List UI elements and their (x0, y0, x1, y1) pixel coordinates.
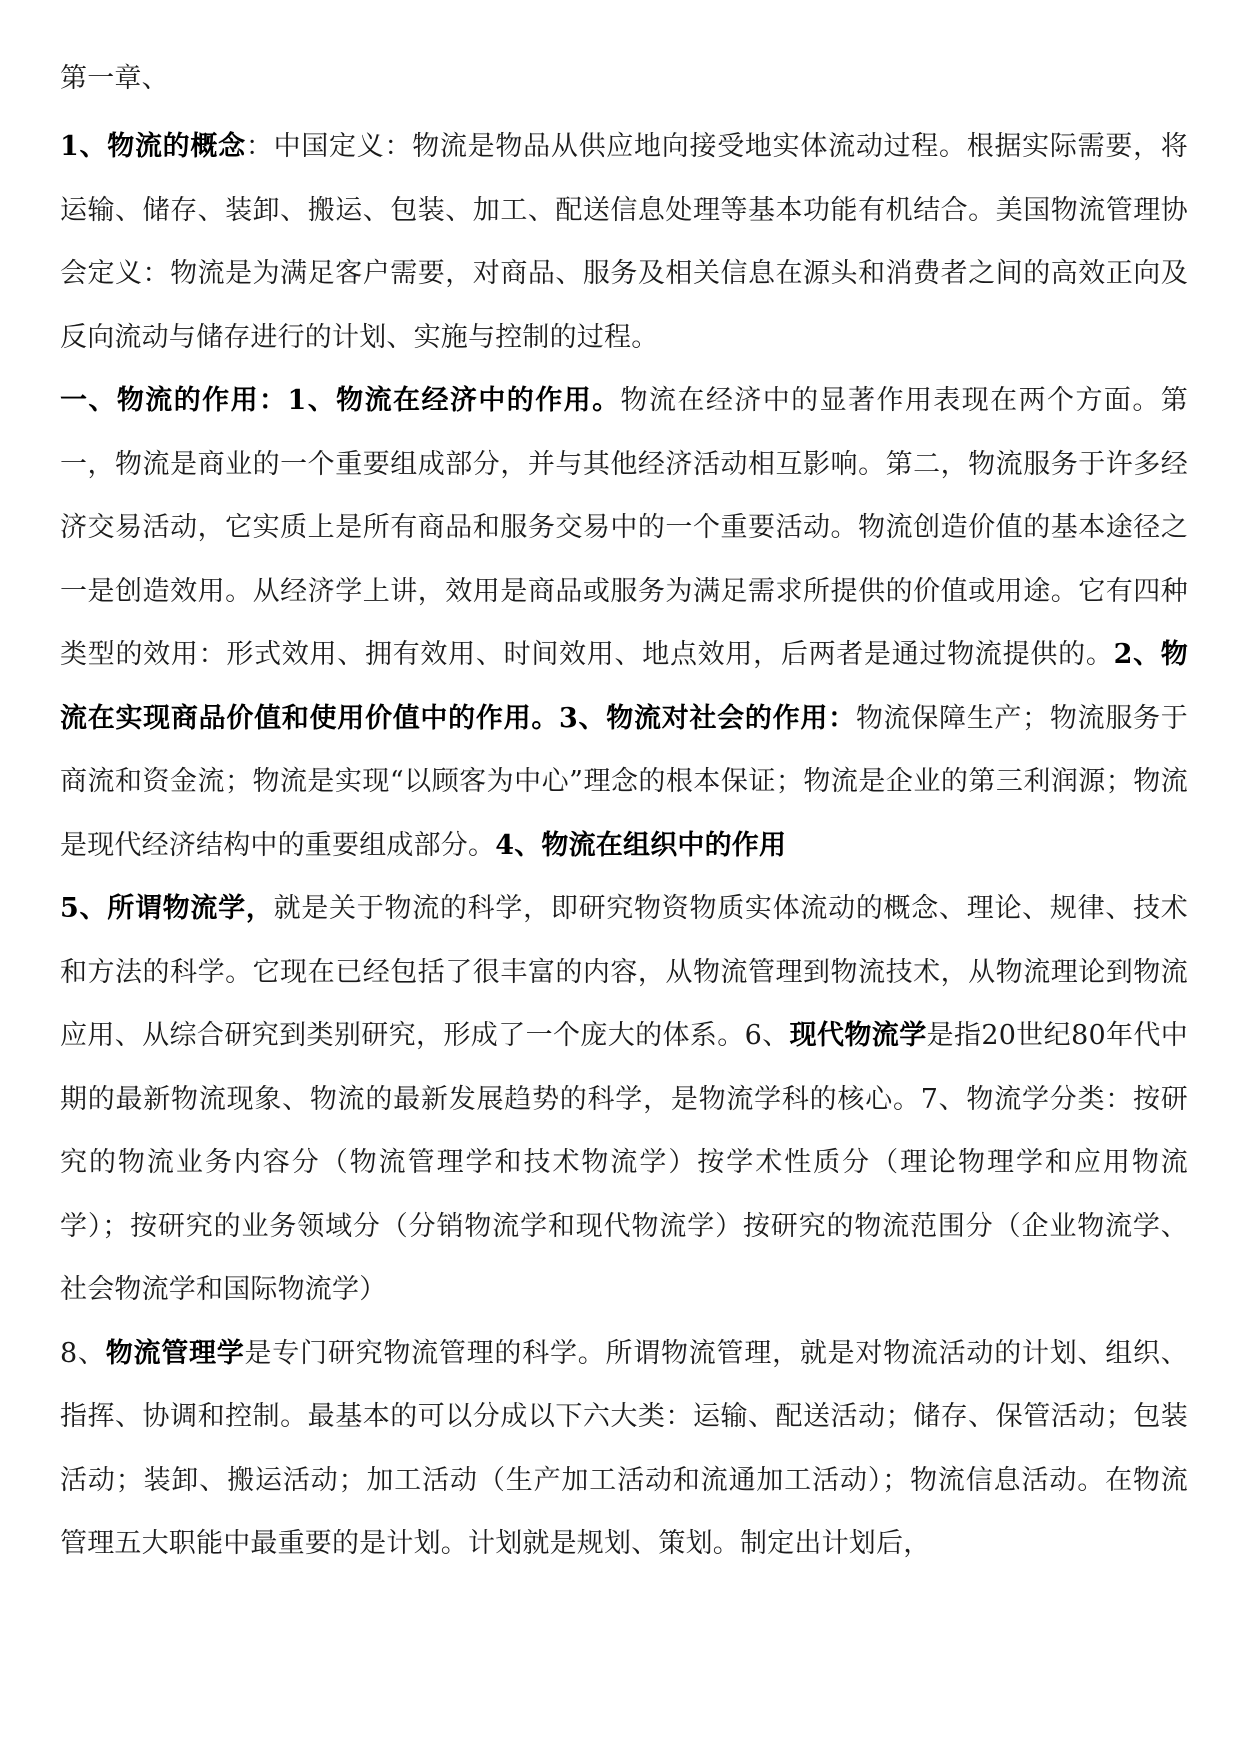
document-body (60, 64, 1188, 1576)
role-subheading-2-3: 2、物流在实现商品价值和使用价值中的作用。3、物流对社会的作用： (60, 639, 1188, 734)
role-text-1: 物流在经济中的显著作用表现在两个方面。第一，物流是商业的一个重要组成部分，并与其他经济活动相互影响。第二，物流服务于许多经济交易活动，它实质上是所有商品和服务交易中的一个重要活动。物流创造价值的基本途径之一是创造效用。从经济学上讲，效用是商品或服务为满足需求所提供的价值或用途。它有四种类型的效用：形式效用、拥有效用、时间效用、地点效用，后两者是通过物流提供的。 (60, 385, 1188, 670)
science-heading: 5、所谓物流学， (60, 893, 274, 924)
role-text-2: 物流保障生产；物流服务于商流和资金流；物流是实现“以顾客为中心”理念的根本保证；物流是企业的第三利润源；物流是现代经济结构中的重要组成部分。 (60, 702, 1188, 861)
modern-logistics-term: 现代物流学 (789, 1020, 927, 1051)
management-number: 8、 (60, 1337, 106, 1369)
paragraph-logistics-management (60, 1322, 1188, 1576)
chapter-heading-text: 第一章、 (60, 63, 169, 94)
science-text-2: 是指20世纪80年代中期的最新物流现象、物流的最新发展趋势的科学，是物流学科的核心。7、物流学分类：按研究的物流业务内容分（物流管理学和技术物流学）按学术性质分（理论物理学和应用物流学）；按研究的业务领域分（分销物流学和现代物流学）按研究的物流范围分（企业物流学、社会物流学和国际物流学） (60, 1020, 1188, 1305)
management-text: 是专门研究物流管理的科学。所谓物流管理，就是对物流活动的计划、组织、指挥、协调和控制。最基本的可以分成以下六大类：运输、配送活动；储存、保管活动；包装活动；装卸、搬运活动；加工活动（生产加工活动和流通加工活动）；物流信息活动。在物流管理五大职能中最重要的是计划。计划就是规划、策划。制定出计划后， (60, 1337, 1188, 1559)
chapter-heading (60, 64, 1188, 94)
concept-heading: 1、物流的概念 (60, 131, 246, 162)
paragraph-logistics-science (60, 877, 1188, 1322)
paragraph-logistics-role (60, 369, 1188, 877)
paragraph-logistics-concept (60, 115, 1188, 369)
role-subheading-4: 4、物流在组织中的作用 (495, 829, 787, 861)
role-heading: 一、物流的作用：1、物流在经济中的作用。 (60, 385, 621, 416)
management-term: 物流管理学 (105, 1337, 245, 1369)
science-text-1: 就是关于物流的科学，即研究物资物质实体流动的概念、理论、规律、技术和方法的科学。它现在已经包括了很丰富的内容，从物流管理到物流技术，从物流理论到物流应用、从综合研究到类别研究，形成了一个庞大的体系。6、 (60, 893, 1188, 1051)
concept-text: ：中国定义：物流是物品从供应地向接受地实体流动过程。根据实际需要，将运输、储存、装卸、搬运、包装、加工、配送信息处理等基本功能有机结合。美国物流管理协会定义：物流是为满足客户需要，对商品、服务及相关信息在源头和消费者之间的高效正向及反向流动与储存进行的计划、实施与控制的过程。 (60, 131, 1188, 353)
